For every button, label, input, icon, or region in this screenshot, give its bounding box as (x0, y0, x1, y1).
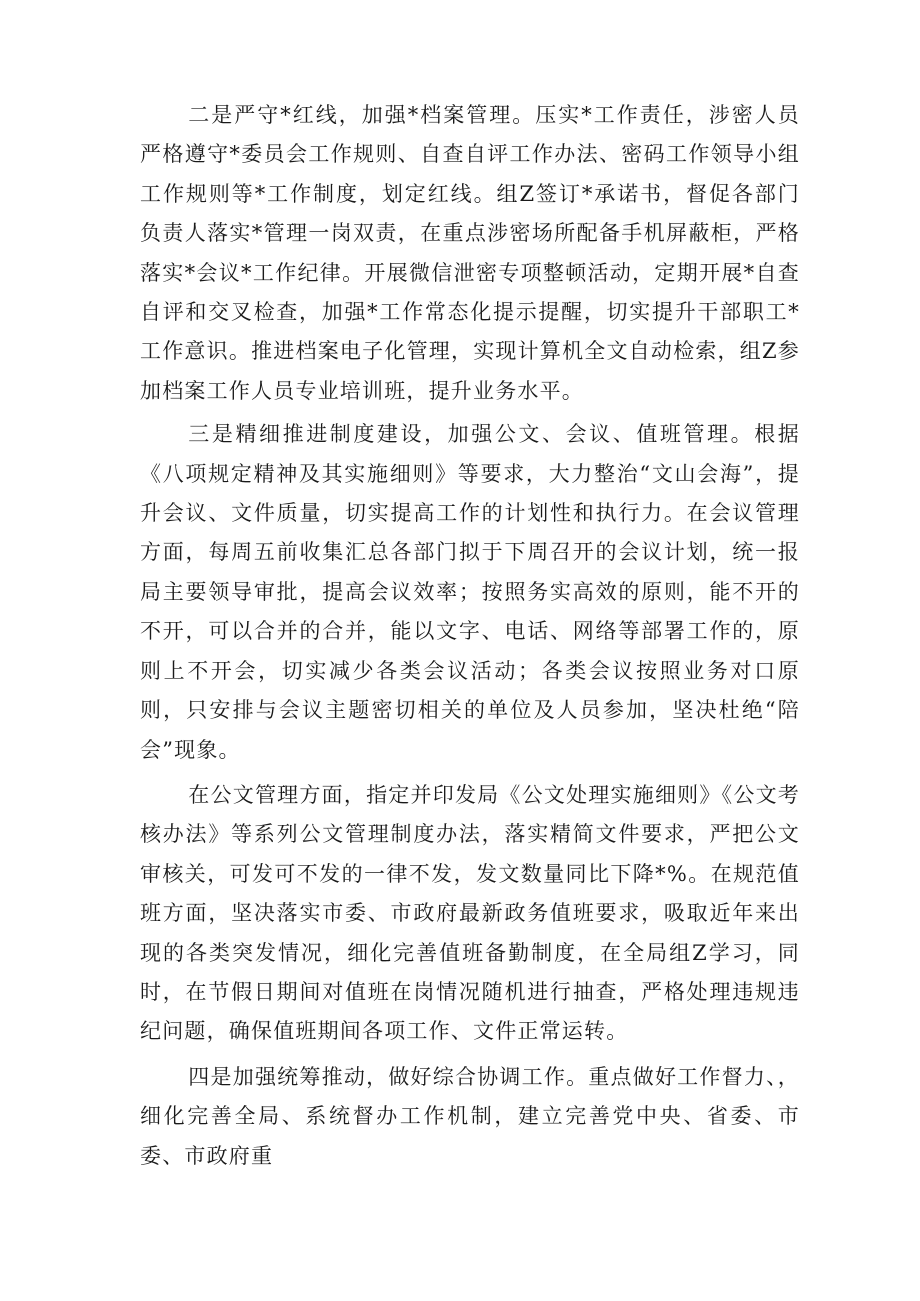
paragraph-coordination: 四是加强统筹推动，做好综合协调工作。重点做好工作督力、，细化完善全局、系统督办工作机制，建立完善党中央、省委、市委、市政府重 (140, 1064, 800, 1168)
paragraph-system-building: 三是精细推进制度建设，加强公文、会议、值班管理。根据《八项规定精神及其实施细则》等要求，大力整治“文山会海”，提升会议、文件质量，切实提高工作的计划性和执行力。在会议管理方面，每周五前收集汇总各部门拟于下周召开的会议计划，统一报局主要领导审批，提高会议效率；按照务实高效的原则，能不开的不开，可以合并的合并，能以文字、电话、网络等部署工作的，原则上不开会，切实减少各类会议活动；各类会议按照业务对口原则，只安排与会议主题密切相关的单位及人员参加，坚决杜绝“陪会”现象。 (140, 422, 800, 762)
document-body (140, 96, 800, 1182)
paragraph-document-management: 在公文管理方面，指定并印发局《公文处理实施细则》《公文考核办法》等系列公文管理制度办法，落实精简文件要求，严把公文审核关，可发可不发的一律不发，发文数量同比下降*%。在规范值班方面，坚决落实市委、市政府最新政务值班要求，吸取近年来出现的各类突发情况，细化完善值班备勤制度，在全局组Z学习，同时，在节假日期间对值班在岗情况随机进行抽查，严格处理违规违纪问题，确保值班期间各项工作、文件正常运转。 (140, 782, 800, 1044)
paragraph-confidentiality-archives: 二是严守*红线，加强*档案管理。压实*工作责任，涉密人员严格遵守*委员会工作规则、自查自评工作办法、密码工作领导小组工作规则等*工作制度，划定红线。组Z签订*承诺书，督促各部门负责人落实*管理一岗双责，在重点涉密场所配备手机屏蔽柜，严格落实*会议*工作纪律。开展微信泄密专项整顿活动，定期开展*自查自评和交叉检查，加强*工作常态化提示提醒，切实提升干部职工*工作意识。推进档案电子化管理，实现计算机全文自动检索，组Z参加档案工作人员专业培训班，提升业务水平。 (140, 103, 800, 403)
